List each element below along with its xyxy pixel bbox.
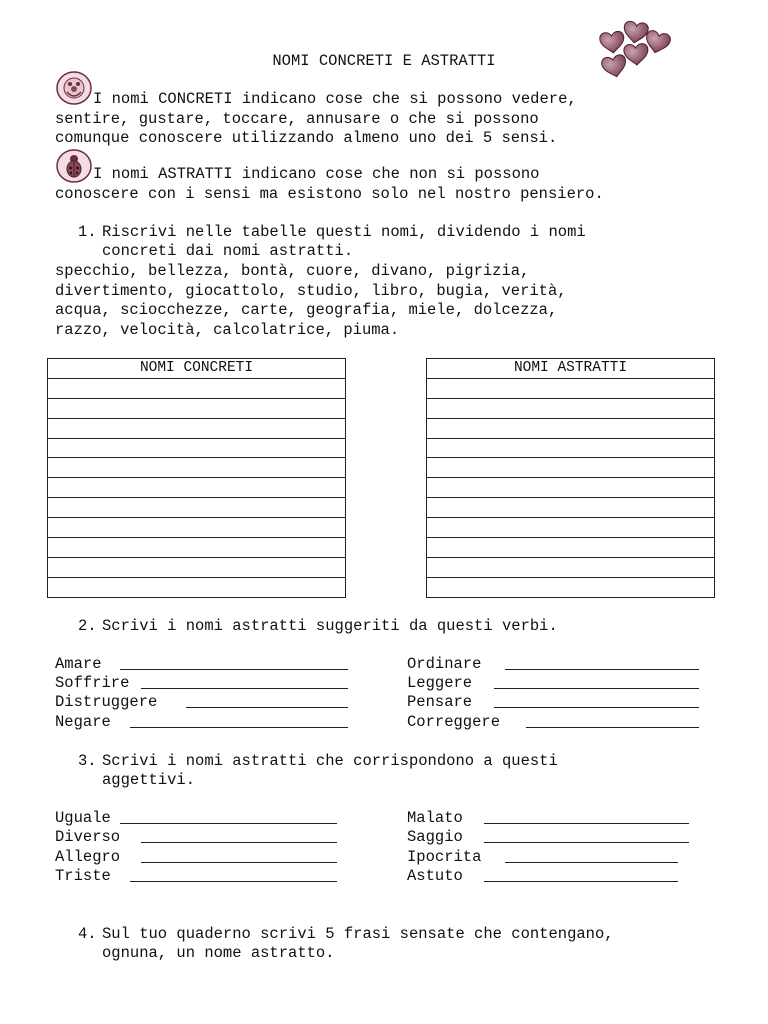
table-nomi-astratti (426, 358, 715, 598)
intro-concreti-line-3: comunque conoscere utilizzando almeno uno dei 5 sensi. (55, 129, 558, 147)
table-row[interactable] (427, 378, 715, 398)
answer-line[interactable] (141, 688, 348, 689)
adjective-label: Ipocrita (407, 848, 482, 866)
exercise-3-instruction-line-1: Scrivi i nomi astratti che corrispondono a questi (102, 752, 558, 770)
adjective-label: Uguale (55, 809, 111, 827)
answer-line[interactable] (141, 862, 337, 863)
answer-line[interactable] (130, 881, 337, 882)
table-row[interactable] (48, 458, 346, 478)
exercise-4-number: 4. (78, 925, 97, 943)
word-list-line-4: razzo, velocità, calcolatrice, piuma. (55, 320, 400, 339)
verb-label: Correggere (407, 713, 501, 731)
table-row[interactable] (48, 538, 346, 558)
table-row[interactable] (427, 438, 715, 458)
table-row[interactable] (427, 498, 715, 518)
answer-line[interactable] (484, 881, 678, 882)
table-row[interactable] (48, 378, 346, 398)
word-list-line-3: acqua, sciocchezze, carte, geografia, miele, dolcezza, (55, 301, 558, 319)
answer-line[interactable] (120, 669, 348, 670)
answer-line[interactable] (505, 669, 699, 670)
table-row[interactable] (48, 398, 346, 418)
table-row[interactable] (427, 577, 715, 597)
table-row[interactable] (48, 557, 346, 577)
exercise-3-number: 3. (78, 752, 97, 770)
intro-concreti-line-2: sentire, gustare, toccare, annusare o che si possono (55, 109, 539, 128)
adjective-label: Malato (407, 809, 463, 827)
intro-concreti (55, 90, 715, 149)
answer-line[interactable] (526, 727, 699, 728)
exercise-2-instruction: Scrivi i nomi astratti suggeriti da questi verbi. (102, 617, 558, 635)
adjective-label: Triste (55, 867, 111, 885)
adjective-label: Saggio (407, 828, 463, 846)
intro-concreti-line-1: I nomi CONCRETI indicano cose che si possono vedere, (93, 90, 577, 108)
exercise-1-word-list (55, 262, 715, 340)
verb-label: Negare (55, 713, 111, 731)
answer-line[interactable] (120, 823, 337, 824)
answer-line[interactable] (494, 707, 699, 708)
verb-label: Amare (55, 655, 102, 673)
exercise-1-instruction-line-2: concreti dai nomi astratti. (102, 242, 354, 260)
intro-astratti-line-2: conoscere con i sensi ma esistono solo nel nostro pensiero. (55, 184, 604, 203)
answer-line[interactable] (484, 842, 689, 843)
verb-label: Leggere (407, 674, 473, 692)
table-row[interactable] (427, 398, 715, 418)
answer-line[interactable] (130, 727, 348, 728)
exercise-3-instruction-line-2: aggettivi. (102, 771, 196, 789)
answer-line[interactable] (484, 823, 689, 824)
answer-line[interactable] (505, 862, 678, 863)
verb-label: Distruggere (55, 693, 158, 711)
table-row[interactable] (427, 478, 715, 498)
exercise-2-number: 2. (78, 617, 97, 635)
table-row[interactable] (427, 458, 715, 478)
table-row[interactable] (48, 418, 346, 438)
table-row[interactable] (48, 478, 346, 498)
adjective-label: Astuto (407, 867, 463, 885)
table-row[interactable] (48, 498, 346, 518)
table-header-concreti: NOMI CONCRETI (48, 359, 346, 379)
exercise-4-instruction-line-1: Sul tuo quaderno scrivi 5 frasi sensate che contengano, (102, 925, 614, 943)
verb-label: Ordinare (407, 655, 482, 673)
word-list-line-2: divertimento, giocattolo, studio, libro, bugia, verità, (55, 281, 567, 300)
table-row[interactable] (427, 518, 715, 538)
exercise-4-instruction-line-2: ognuna, un nome astratto. (102, 944, 335, 962)
page-title: NOMI CONCRETI E ASTRATTI (272, 52, 496, 70)
table-row[interactable] (48, 577, 346, 597)
table-nomi-concreti (47, 358, 346, 598)
adjective-label: Diverso (55, 828, 121, 846)
exercise-1-number: 1. (78, 223, 97, 241)
table-row[interactable] (48, 438, 346, 458)
answer-line[interactable] (141, 842, 337, 843)
answer-line[interactable] (186, 707, 348, 708)
verb-label: Soffrire (55, 674, 130, 692)
verb-label: Pensare (407, 693, 473, 711)
table-row[interactable] (427, 557, 715, 577)
intro-astratti (55, 165, 715, 204)
table-header-astratti: NOMI ASTRATTI (427, 359, 715, 379)
table-row[interactable] (427, 538, 715, 558)
exercise-1-instruction-line-1: Riscrivi nelle tabelle questi nomi, dividendo i nomi (102, 223, 586, 241)
word-list-line-1: specchio, bellezza, bontà, cuore, divano, pigrizia, (55, 262, 530, 280)
answer-line[interactable] (494, 688, 699, 689)
table-row[interactable] (427, 418, 715, 438)
table-row[interactable] (48, 518, 346, 538)
adjective-label: Allegro (55, 848, 121, 866)
intro-astratti-line-1: I nomi ASTRATTI indicano cose che non si possono (93, 165, 540, 183)
